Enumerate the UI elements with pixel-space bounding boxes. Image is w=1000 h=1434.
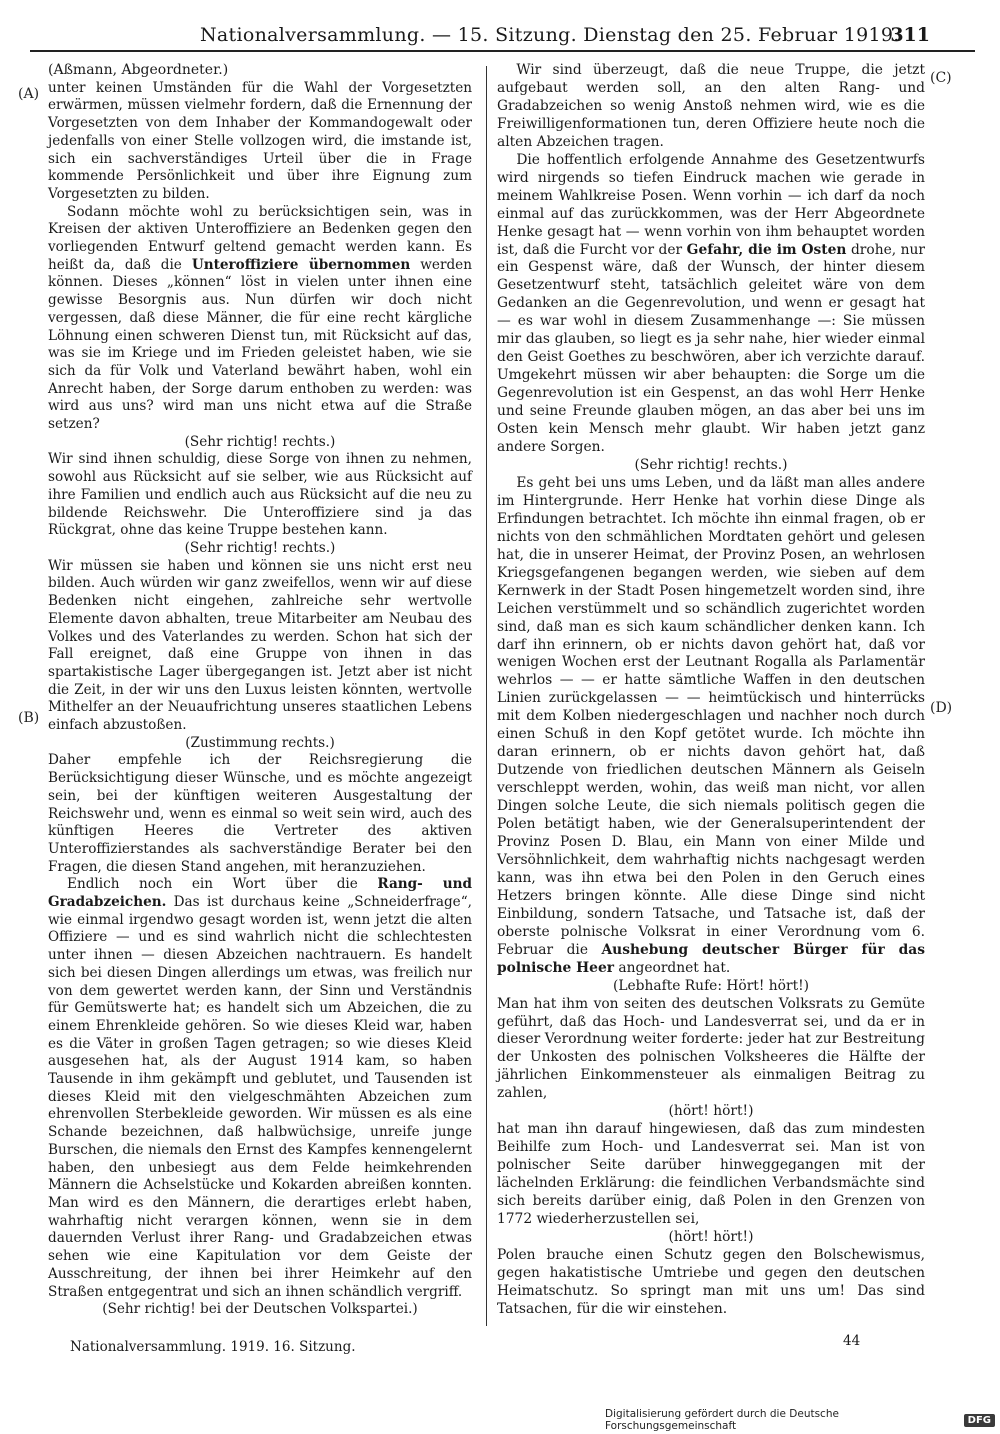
paragraph: Wir sind ihnen schuldig, diese Sorge von ihnen zu nehmen, sowohl aus Rücksicht auf sie selber, wie aus Rücksicht auf ihre Familien und endlich auch aus Rücksicht auf die neu zu bildende Reichswehr. Die Unteroffiziere sind ja das Rückgrat, ohne das keine Truppe bestehen kann.	[48, 451, 472, 539]
paragraph: Wir sind überzeugt, daß die neue Truppe, die jetzt aufgebaut werden soll, an den alten Rang- und Gradabzeichen so wenig Anstoß nehmen wird, wie es die Freiwilligenformationen tun, deren Offiziere heute noch die alten Abzeichen tragen.	[497, 62, 925, 150]
emphasis: Aushebung deutscher Bürger für das polnische Heer	[497, 941, 925, 976]
paragraph: hat man ihn darauf hingewiesen, daß das zum mindesten Beihilfe zum Hoch- und Landesverrat sei. Man ist von polnischer Seite darüber hinweggegangen mit der lächelnden Erklärung: die feindlichen Verbandsmächte sind sich bereits darüber einig, daß Polen in den Grenzen von 1772 wiederherzustellen sei,	[497, 1121, 925, 1227]
emphasis: Unteroffiziere übernommen	[191, 256, 411, 273]
footer-sheet-number: 44	[843, 1333, 861, 1349]
right-column	[497, 62, 925, 1319]
dfg-logo-icon: DFG	[964, 1414, 995, 1427]
paragraph: Die hoffentlich erfolgende Annahme des Gesetzentwurfs wird nirgends so tiefen Eindruck machen wie gerade in meinem Wahlkreise Posen. Wenn vorhin — ich darf da noch einmal auf das zurückkommen, was der Herr Abgeordnete Henke gesagt hat — wenn vorhin von ihm behauptet worden ist, daß die Furcht vor der Gefahr, die im Osten drohe, nur ein Gespenst wäre, daß der Wunsch, der hinter diesem Gesetzentwurf steht, tatsächlich geleitet wäre von dem Gedanken an die Gegenrevolution, und wenn er gesagt hat — es war wohl in diesem Zusammenhange —: Sie müssen mir das glauben, so liegt es ja sehr nahe, hier wieder einmal den Geist Goethes zu beschwören, aber ich verzichte darauf. Umgekehrt müssen wir aber behaupten: die Sorge um die Gegenrevolution ist ein Gespenst, an das wohl Herr Henke und seine Freunde glauben mögen, an das aber bei uns im Osten kein Mensch mehr glaubt. Wir haben jetzt ganz andere Sorgen.	[497, 151, 926, 456]
interjection: (hört! hört!)	[668, 1228, 754, 1245]
interjection: (Sehr richtig! rechts.)	[184, 433, 336, 450]
paragraph: Endlich noch ein Wort über die Rang- und Gradabzeichen. Das ist durchaus keine „Schneiderfrage“, wie einmal irgendwo gesagt worden ist, wenn jetzt die alten Offiziere — und es sind wahrlich nicht die schlechtesten unter ihnen — diesen Abzeichen nachtrauern. Es handelt sich bei diesen Dingen allerdings um etwas, was freilich nur von dem gewertet werden kann, der Sinn und Verständnis für Gemütswerte hat; es handelt sich um Abzeichen, die zu einem Ehrenkleide gehören. So wie dieses Kleid war, haben es die Väter in großen Tagen getragen; so wie dieses Kleid ausgesehen hat, als der August 1914 kam, so haben Tausende in ihm gekämpft und geblutet, und Tausenden ist dieses Kleid mit den vielgeschmähten Abzeichen zum ehrenvollen Sterbekleide geworden. Wir müssen es als eine Schande bezeichnen, daß halbwüchsige, unreife junge Burschen, die niemals den Ernst des Kampfes kennengelernt haben, den unbesiegt aus dem Felde heimkehrenden Männern die Achselstücke und Kokarden abreißen konnten. Man wird es den Männern, die derartiges erlebt haben, wahrhaftig nicht verargen können, wenn sie in dem dauernden Verlust ihrer Rang- und Gradabzeichen etwas sehen wie eine Kapitulation vor dem Geiste der Ausschreitung, der ihnen bei ihrer Heimkehr auf den Straßen entgegentrat und sich an ihnen schändlich vergriff.	[48, 876, 472, 1300]
paragraph: Man hat ihm von seiten des deutschen Volksrats zu Gemüte geführt, daß das Hoch- und Landesverrat sei, und da er in dieser Verordnung weiter forderte: jeder hat zur Bestreitung der Unkosten des polnischen Volksheeres die Hälfte der jährlichen Einkommensteuer als einmaligen Beitrag zu zahlen,	[497, 995, 925, 1102]
paragraph: Es geht bei uns ums Leben, und da läßt man alles andere im Hintergrunde. Herr Henke hat vorhin diese Dinge als Erfindungen betrachtet. Ich möchte ihn einmal fragen, ob er nichts von den schmählichen Mordtaten gehört und gelesen hat, die in unserer Heimat, der Provinz Posen, an wehrlosen Kriegsgefangenen begangen werden, wie sieben auf dem Kernwerk in der Stadt Posen hingemetzelt worden sind, ihre Leichen verstümmelt und so schändlich zugerichtet worden sind, daß man es sich kaum schändlicher denken kann. Ich darf ihn erinnern, ob er nichts davon gehört hat, daß vor wenigen Wochen erst der Leutnant Rogalla als Parlamentär wehrlos — — er hatte sämtliche Waffen in den deutschen Linien zurückgelassen — — heimtückisch und hinterrücks mit dem Kolben niedergeschlagen und nachher noch durch einen Schuß in den Kopf getötet wurde. Ich möchte ihn daran erinnern, ob er nichts davon gehört hat, daß Dutzende von friedlichen deutschen Männern als Geiseln verschleppt werden, wohin, das weiß man nicht, vor allen Dingen solche Leute, die sich niemals politisch gegen die Polen betätigt haben, wie der Generalsuperintendent der Provinz Posen D. Blau, ein Mann von einer Milde und Versöhnlichkeit, dem wahrhaftig nichts nachgesagt werden kann, was ihn etwa bei den Polen in den Geruch eines Hetzers bringen könnte. Alle diese Dinge sind nicht Einbildung, sondern Tatsache, und Tatsache ist, daß der oberste polnische Volksrat in einer Verordnung vom 6. Februar die Aushebung deutscher Bürger für das polnische Heer angeordnet hat.	[497, 474, 925, 976]
interjection: (Sehr richtig! bei der Deutschen Volkspartei.)	[102, 1301, 418, 1318]
margin-letter-c: (C)	[930, 70, 952, 86]
header-rule	[30, 50, 975, 52]
paragraph: Sodann möchte wohl zu berücksichtigen sein, was in Kreisen der aktiven Unteroffiziere an Bedenken gegen den vorliegenden Entwurf geltend gemacht werden kann. Es heißt da, daß die Unteroffiziere übernommen werden können. Dieses „können“ löst in vielen unter ihnen eine gewisse Besorgnis aus. Nun dürfen wir doch nicht vergessen, daß diese Männer, die für eine recht kärgliche Löhnung einen schweren Dienst tun, mit Rücksicht auf das, was sie im Kriege und im Frieden geleistet haben, wie sie sich da für Volk und Vaterland bewährt haben, wohl ein Anrecht haben, der Sorge darum enthoben zu werden: was wird aus uns? wird man uns nicht etwa auf die Straße setzen?	[48, 203, 472, 433]
interjection: (hört! hört!)	[668, 1103, 754, 1120]
paragraph: Daher empfehle ich der Reichsregierung die Berücksichtigung dieser Wünsche, und es möchte angezeigt sein, bei der künftigen weiteren Ausgestaltung der Reichswehr und, wenn es einmal so weit sein wird, auch des künftigen Heeres die Vertreter des aktiven Unteroffizierstandes als sachverständige Berater bei den Fragen, die diesen Stand angehen, mit heranzuziehen.	[48, 752, 472, 875]
column-divider	[486, 66, 487, 1326]
speaker-label: (Aßmann, Abgeordneter.)	[48, 62, 229, 78]
page-number: 311	[890, 24, 930, 46]
margin-letter-a: (A)	[18, 86, 40, 102]
paragraph: Polen brauche einen Schutz gegen den Bolschewismus, gegen hakatistische Umtriebe und gegen den deutschen Heimatschutz. So springt man mit uns um! Das sind Tatsachen, für die wir einstehen.	[497, 1246, 925, 1317]
paragraph: Wir müssen sie haben und können sie uns nicht erst neu bilden. Auch würden wir ganz zweifellos, wenn wir auf diese Bedenken nicht eingehen, zahlreiche sehr wertvolle Elemente davon abhalten, treue Mitarbeiter am Neubau des Volkes und des Vaterlandes zu werden. Schon hat sich der Fall ereignet, daß eine Gruppe von ihnen in das spartakistische Lager übergegangen ist. Jetzt aber ist nicht die Zeit, in der wir uns den Luxus leisten könnten, wertvolle Mithelfer an der Neuaufrichtung unseres staatlichen Lebens einfach abzustoßen.	[48, 557, 472, 734]
interjection: (Sehr richtig! rechts.)	[184, 539, 336, 556]
running-header-title: Nationalversammlung. — 15. Sitzung. Dienstag den 25. Februar 1919.	[200, 24, 900, 46]
digitization-credit-text: Digitalisierung gefördert durch die Deutsche Forschungsgemeinschaft	[605, 1408, 839, 1432]
emphasis: Gefahr, die im Osten	[686, 241, 847, 258]
digitization-credit	[605, 1408, 995, 1432]
emphasis: Rang- und Gradabzeichen.	[48, 876, 472, 911]
footer-signature: Nationalversammlung. 1919. 16. Sitzung.	[70, 1339, 356, 1355]
interjection: (Sehr richtig! rechts.)	[634, 456, 788, 473]
margin-letter-d: (D)	[930, 700, 953, 716]
paragraph: unter keinen Umständen für die Wahl der Vorgesetzten erwärmen, müssen vielmehr fordern, daß die Ernennung der Vorgesetzten von dem Inhaber der Kommandogewalt oder jedenfalls von einer Stelle vollzogen wird, die imstande ist, sich ein sachverständiges Urteil über die in Frage kommende Persönlichkeit und über ihre Eignung zum Vorgesetzten zu bilden.	[48, 79, 472, 202]
interjection: (Lebhafte Rufe: Hört! hört!)	[612, 977, 810, 994]
left-column	[48, 62, 472, 1319]
margin-letter-b: (B)	[18, 710, 40, 726]
interjection: (Zustimmung rechts.)	[185, 734, 335, 751]
